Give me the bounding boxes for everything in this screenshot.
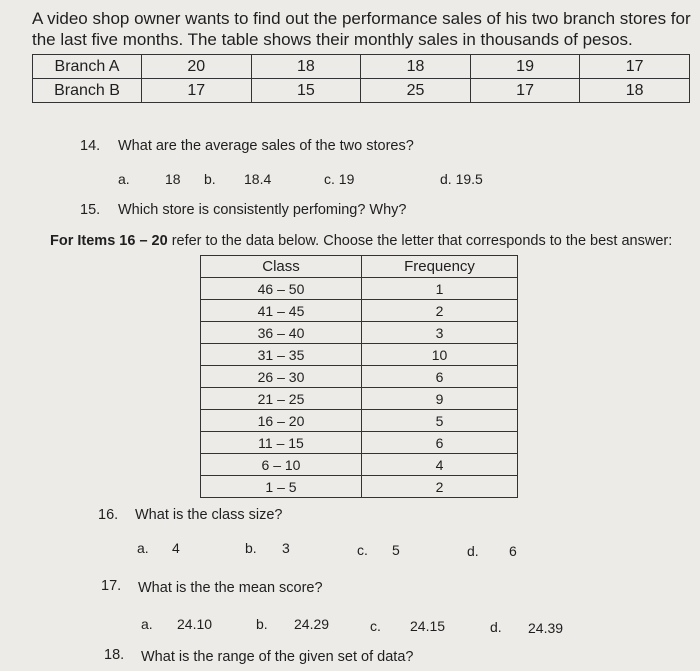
- table-cell: 25: [361, 79, 471, 103]
- instruction: [50, 233, 672, 249]
- q16-text: What is the class size?: [135, 507, 283, 523]
- q18-text: What is the range of the given set of data?: [141, 649, 414, 665]
- table-cell: 18: [251, 55, 361, 79]
- table-row: [201, 278, 518, 300]
- q17-text: What is the the mean score?: [138, 580, 323, 596]
- q14-option-b-letter: b.: [204, 171, 216, 187]
- q16-option-b-letter: b.: [245, 540, 257, 556]
- q17-option-c-value: 24.15: [410, 618, 446, 634]
- q16-number: 16.: [98, 507, 119, 523]
- frequency-cell: 5: [362, 410, 518, 432]
- table-row: [201, 454, 518, 476]
- frequency-cell: 10: [362, 344, 518, 366]
- q16-option-d-letter: d.: [467, 543, 479, 559]
- class-cell: 26 – 30: [201, 366, 362, 388]
- q18-number: 18.: [104, 647, 125, 663]
- q14-text: What are the average sales of the two stores?: [118, 138, 414, 154]
- q16-option-b-value: 3: [282, 540, 290, 556]
- class-cell: 41 – 45: [201, 300, 362, 322]
- q14-option-b-value: 18.4: [244, 171, 272, 187]
- frequency-table: [200, 255, 518, 498]
- q14-option-c: c. 19: [324, 171, 355, 187]
- q17-option-b-letter: b.: [256, 616, 268, 632]
- header-class: Class: [201, 256, 362, 278]
- table-cell: 15: [251, 79, 361, 103]
- class-cell: 31 – 35: [201, 344, 362, 366]
- table-row: [201, 432, 518, 454]
- q17-option-a-letter: a.: [141, 616, 153, 632]
- table-row: [201, 300, 518, 322]
- class-cell: 16 – 20: [201, 410, 362, 432]
- q16-option-a-letter: a.: [137, 540, 149, 556]
- q17-option-c-letter: c.: [370, 618, 381, 634]
- q14-number: 14.: [80, 138, 101, 154]
- table-row: [201, 388, 518, 410]
- class-cell: 11 – 15: [201, 432, 362, 454]
- sales-table: [32, 54, 690, 103]
- q16-option-a-value: 4: [172, 540, 180, 556]
- table-cell: 20: [142, 55, 252, 79]
- table-row: [201, 476, 518, 498]
- table-cell: 17: [580, 55, 690, 79]
- q14-option-d: d. 19.5: [440, 171, 483, 187]
- q17-option-d-value: 24.39: [528, 620, 564, 636]
- class-cell: 21 – 25: [201, 388, 362, 410]
- frequency-cell: 3: [362, 322, 518, 344]
- q16-option-c-value: 5: [392, 542, 400, 558]
- q14-option-a-value: 18: [165, 171, 181, 187]
- table-cell: 17: [142, 79, 252, 103]
- table-row: [201, 366, 518, 388]
- frequency-cell: 6: [362, 366, 518, 388]
- frequency-cell: 4: [362, 454, 518, 476]
- class-cell: 36 – 40: [201, 322, 362, 344]
- table-header-row: [201, 256, 518, 278]
- frequency-cell: 6: [362, 432, 518, 454]
- frequency-cell: 1: [362, 278, 518, 300]
- class-cell: 6 – 10: [201, 454, 362, 476]
- branch-label: Branch B: [33, 79, 142, 103]
- table-cell: 18: [361, 55, 471, 79]
- q16-option-c-letter: c.: [357, 542, 368, 558]
- q14-option-a-letter: a.: [118, 171, 130, 187]
- q17-option-a-value: 24.10: [177, 616, 213, 632]
- class-cell: 1 – 5: [201, 476, 362, 498]
- frequency-cell: 2: [362, 476, 518, 498]
- table-row: [201, 322, 518, 344]
- table-row: [201, 410, 518, 432]
- class-cell: 46 – 50: [201, 278, 362, 300]
- table-row: [33, 55, 690, 79]
- table-row: [33, 79, 690, 103]
- intro-line-1: A video shop owner wants to find out the performance sales of his two branch stores for: [32, 9, 691, 28]
- frequency-cell: 9: [362, 388, 518, 410]
- instruction-rest: refer to the data below. Choose the letter that corresponds to the best answer:: [167, 233, 673, 249]
- table-cell: 19: [470, 55, 580, 79]
- frequency-cell: 2: [362, 300, 518, 322]
- header-frequency: Frequency: [362, 256, 518, 278]
- instruction-bold: For Items 16 – 20: [50, 233, 168, 249]
- table-cell: 18: [580, 79, 690, 103]
- q16-option-d-value: 6: [509, 543, 517, 559]
- table-row: [201, 344, 518, 366]
- q15-number: 15.: [80, 202, 101, 218]
- q17-option-b-value: 24.29: [294, 616, 330, 632]
- intro-line-2: the last five months. The table shows their monthly sales in thousands of pesos.: [32, 30, 633, 49]
- table-cell: 17: [470, 79, 580, 103]
- branch-label: Branch A: [33, 55, 142, 79]
- q17-option-d-letter: d.: [490, 619, 502, 635]
- q15-text: Which store is consistently perfoming? Why?: [118, 202, 407, 218]
- q17-number: 17.: [101, 578, 122, 594]
